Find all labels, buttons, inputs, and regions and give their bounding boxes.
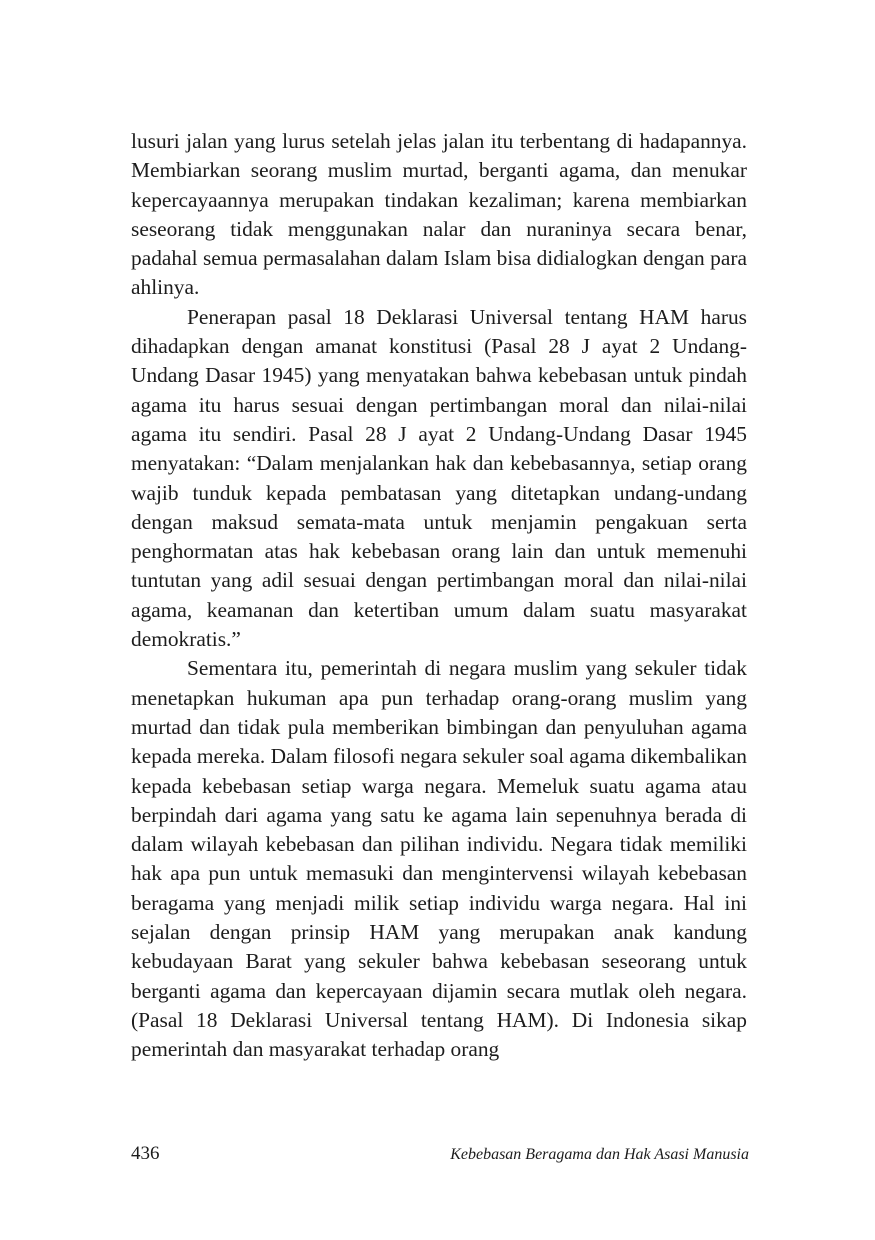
body-text [131, 127, 747, 1065]
paragraph-1: lusuri jalan yang lurus setelah jelas jalan itu terbentang di hadapannya. Membiarkan seorang muslim murtad, berganti agama, dan menukar kepercayaannya merupakan tindakan kezaliman; karena membiarkan seseorang tidak menggunakan nalar dan nuraninya secara benar, padahal semua permasalahan dalam Islam bisa didialogkan dengan para ahlinya. [131, 129, 747, 300]
paragraph-2: Penerapan pasal 18 Deklarasi Universal tentang HAM harus dihadapkan dengan amanat konstitusi (Pasal 28 J ayat 2 Undang-Undang Dasar 1945) yang menyatakan bahwa kebebasan untuk pindah agama itu harus sesuai dengan pertimbangan moral dan nilai-nilai agama itu sendiri. Pasal 28 J ayat 2 Undang-Undang Dasar 1945 menyatakan: “Dalam menjalankan hak dan kebebasannya, setiap orang wajib tunduk kepada pembatasan yang ditetapkan undang-undang dengan maksud semata-mata untuk menjamin pengakuan serta penghormatan atas hak kebebasan orang lain dan untuk memenuhi tuntutan yang adil sesuai dengan pertimbangan moral dan nilai-nilai agama, keamanan dan ketertiban umum dalam suatu masyarakat demokratis.” [131, 304, 747, 652]
page-number: 436 [131, 1143, 160, 1164]
running-title: Kebebasan Beragama dan Hak Asasi Manusia [450, 1146, 749, 1163]
page-footer [131, 1143, 749, 1165]
paragraph-3: Sementara itu, pemerintah di negara muslim yang sekuler tidak menetapkan hukuman apa pun terhadap orang-orang muslim yang murtad dan tidak pula memberikan bimbingan dan penyuluhan agama kepada mereka. Dalam filosofi negara sekuler soal agama dikembalikan kepada kebebasan setiap warga negara. Memeluk suatu agama atau berpindah dari agama yang satu ke agama lain sepenuhnya berada di dalam wilayah kebebasan dan pilihan individu. Negara tidak memiliki hak apa pun untuk memasuki dan mengintervensi wilayah kebebasan beragama yang menjadi milik setiap individu warga negara. Hal ini sejalan dengan prinsip HAM yang merupakan anak kandung kebudayaan Barat yang sekuler bahwa kebebasan seseorang untuk berganti agama dan kepercayaan dijamin secara mutlak oleh negara. (Pasal 18 Deklarasi Universal tentang HAM). Di Indonesia sikap pemerintah dan masyarakat terhadap orang [131, 656, 747, 1062]
